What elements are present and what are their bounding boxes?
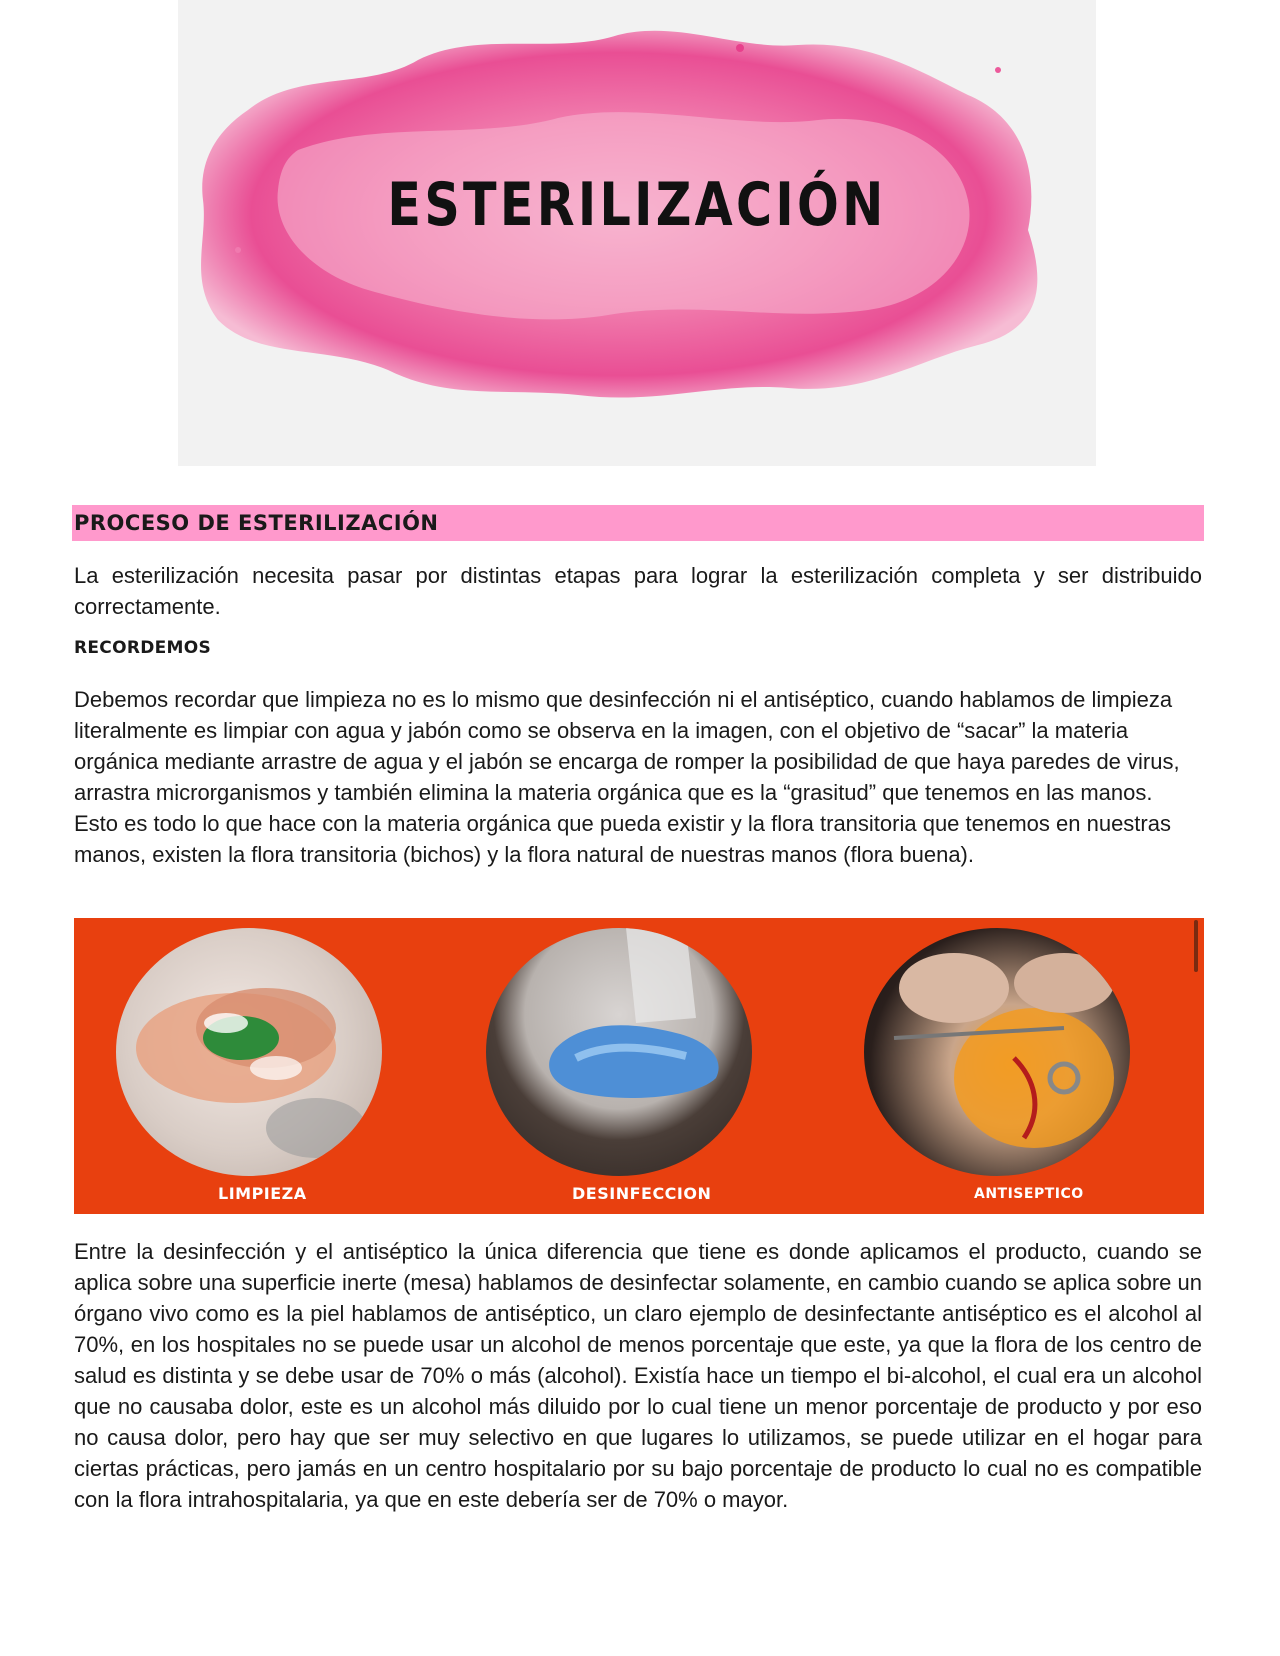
disinfection-photo <box>486 928 752 1176</box>
antiseptic-surgery-photo <box>864 928 1130 1176</box>
comparison-figure <box>74 918 1204 1214</box>
limpieza-paragraph: Debemos recordar que limpieza no es lo mismo que desinfección ni el antiséptico, cuando hablamos de limpieza literalmente es limpiar con agua y jabón como se observa en la imagen, con el objetivo de “sacar” la materia orgánica mediante arrastre de agua y el jabón se encarga de romper la posibilidad de que haya paredes de virus, arrastra microrganismos y también elimina la materia orgánica que es la “grasitud” que tenemos en las manos. Esto es todo lo que hace con la materia orgánica que pueda existir y la flora transitoria que tenemos en nuestras manos, existen la flora transitoria (bichos) y la flora natural de nuestras manos (flora buena). <box>74 687 1180 867</box>
antiseptic-paragraph: Entre la desinfección y el antiséptico la única diferencia que tiene es donde aplicamos el producto, cuando se aplica sobre una superficie inerte (mesa) hablamos de desinfectar solamente, en cambio cuando se aplica sobre un órgano vivo como es la piel hablamos de antiséptico, un claro ejemplo de desinfectante antiséptico es el alcohol al 70%, en los hospitales no se puede usar un alcohol de menos porcentaje que este, ya que la flora de los centro de salud es distinta y se debe usar de 70% o más (alcohol). Existía hace un tiempo el bi-alcohol, el cual era un alcohol que no causaba dolor, este es un alcohol más diluido por lo cual tiene un menor porcentaje de producto y por eso no causa dolor, pero hay que ser muy selectivo en que lugares lo utilizamos, se puede utilizar en el hogar para ciertas prácticas, pero jamás en un centro hospitalario por su bajo porcentaje de producto lo cual no es compatible con la flora intrahospitalaria, ya que en este debería ser de 70% o mayor. <box>74 1239 1202 1512</box>
label-limpieza: LIMPIEZA <box>218 1184 307 1203</box>
section-header-bar <box>72 505 1204 541</box>
subheading-recordemos: RECORDEMOS <box>74 638 212 658</box>
label-desinfeccion: DESINFECCION <box>572 1184 712 1203</box>
section-title: PROCESO DE ESTERILIZACIÓN <box>74 511 439 535</box>
intro-paragraph: La esterilización necesita pasar por distintas etapas para lograr la esterilización completa y ser distribuido correctamente. <box>74 563 1202 619</box>
banner-title: ESTERILIZACIÓN <box>387 170 887 240</box>
label-antiseptico: ANTISEPTICO <box>974 1186 1084 1202</box>
handwashing-photo <box>116 928 382 1176</box>
title-banner <box>178 0 1096 466</box>
figure-edge-mark <box>1194 920 1198 972</box>
